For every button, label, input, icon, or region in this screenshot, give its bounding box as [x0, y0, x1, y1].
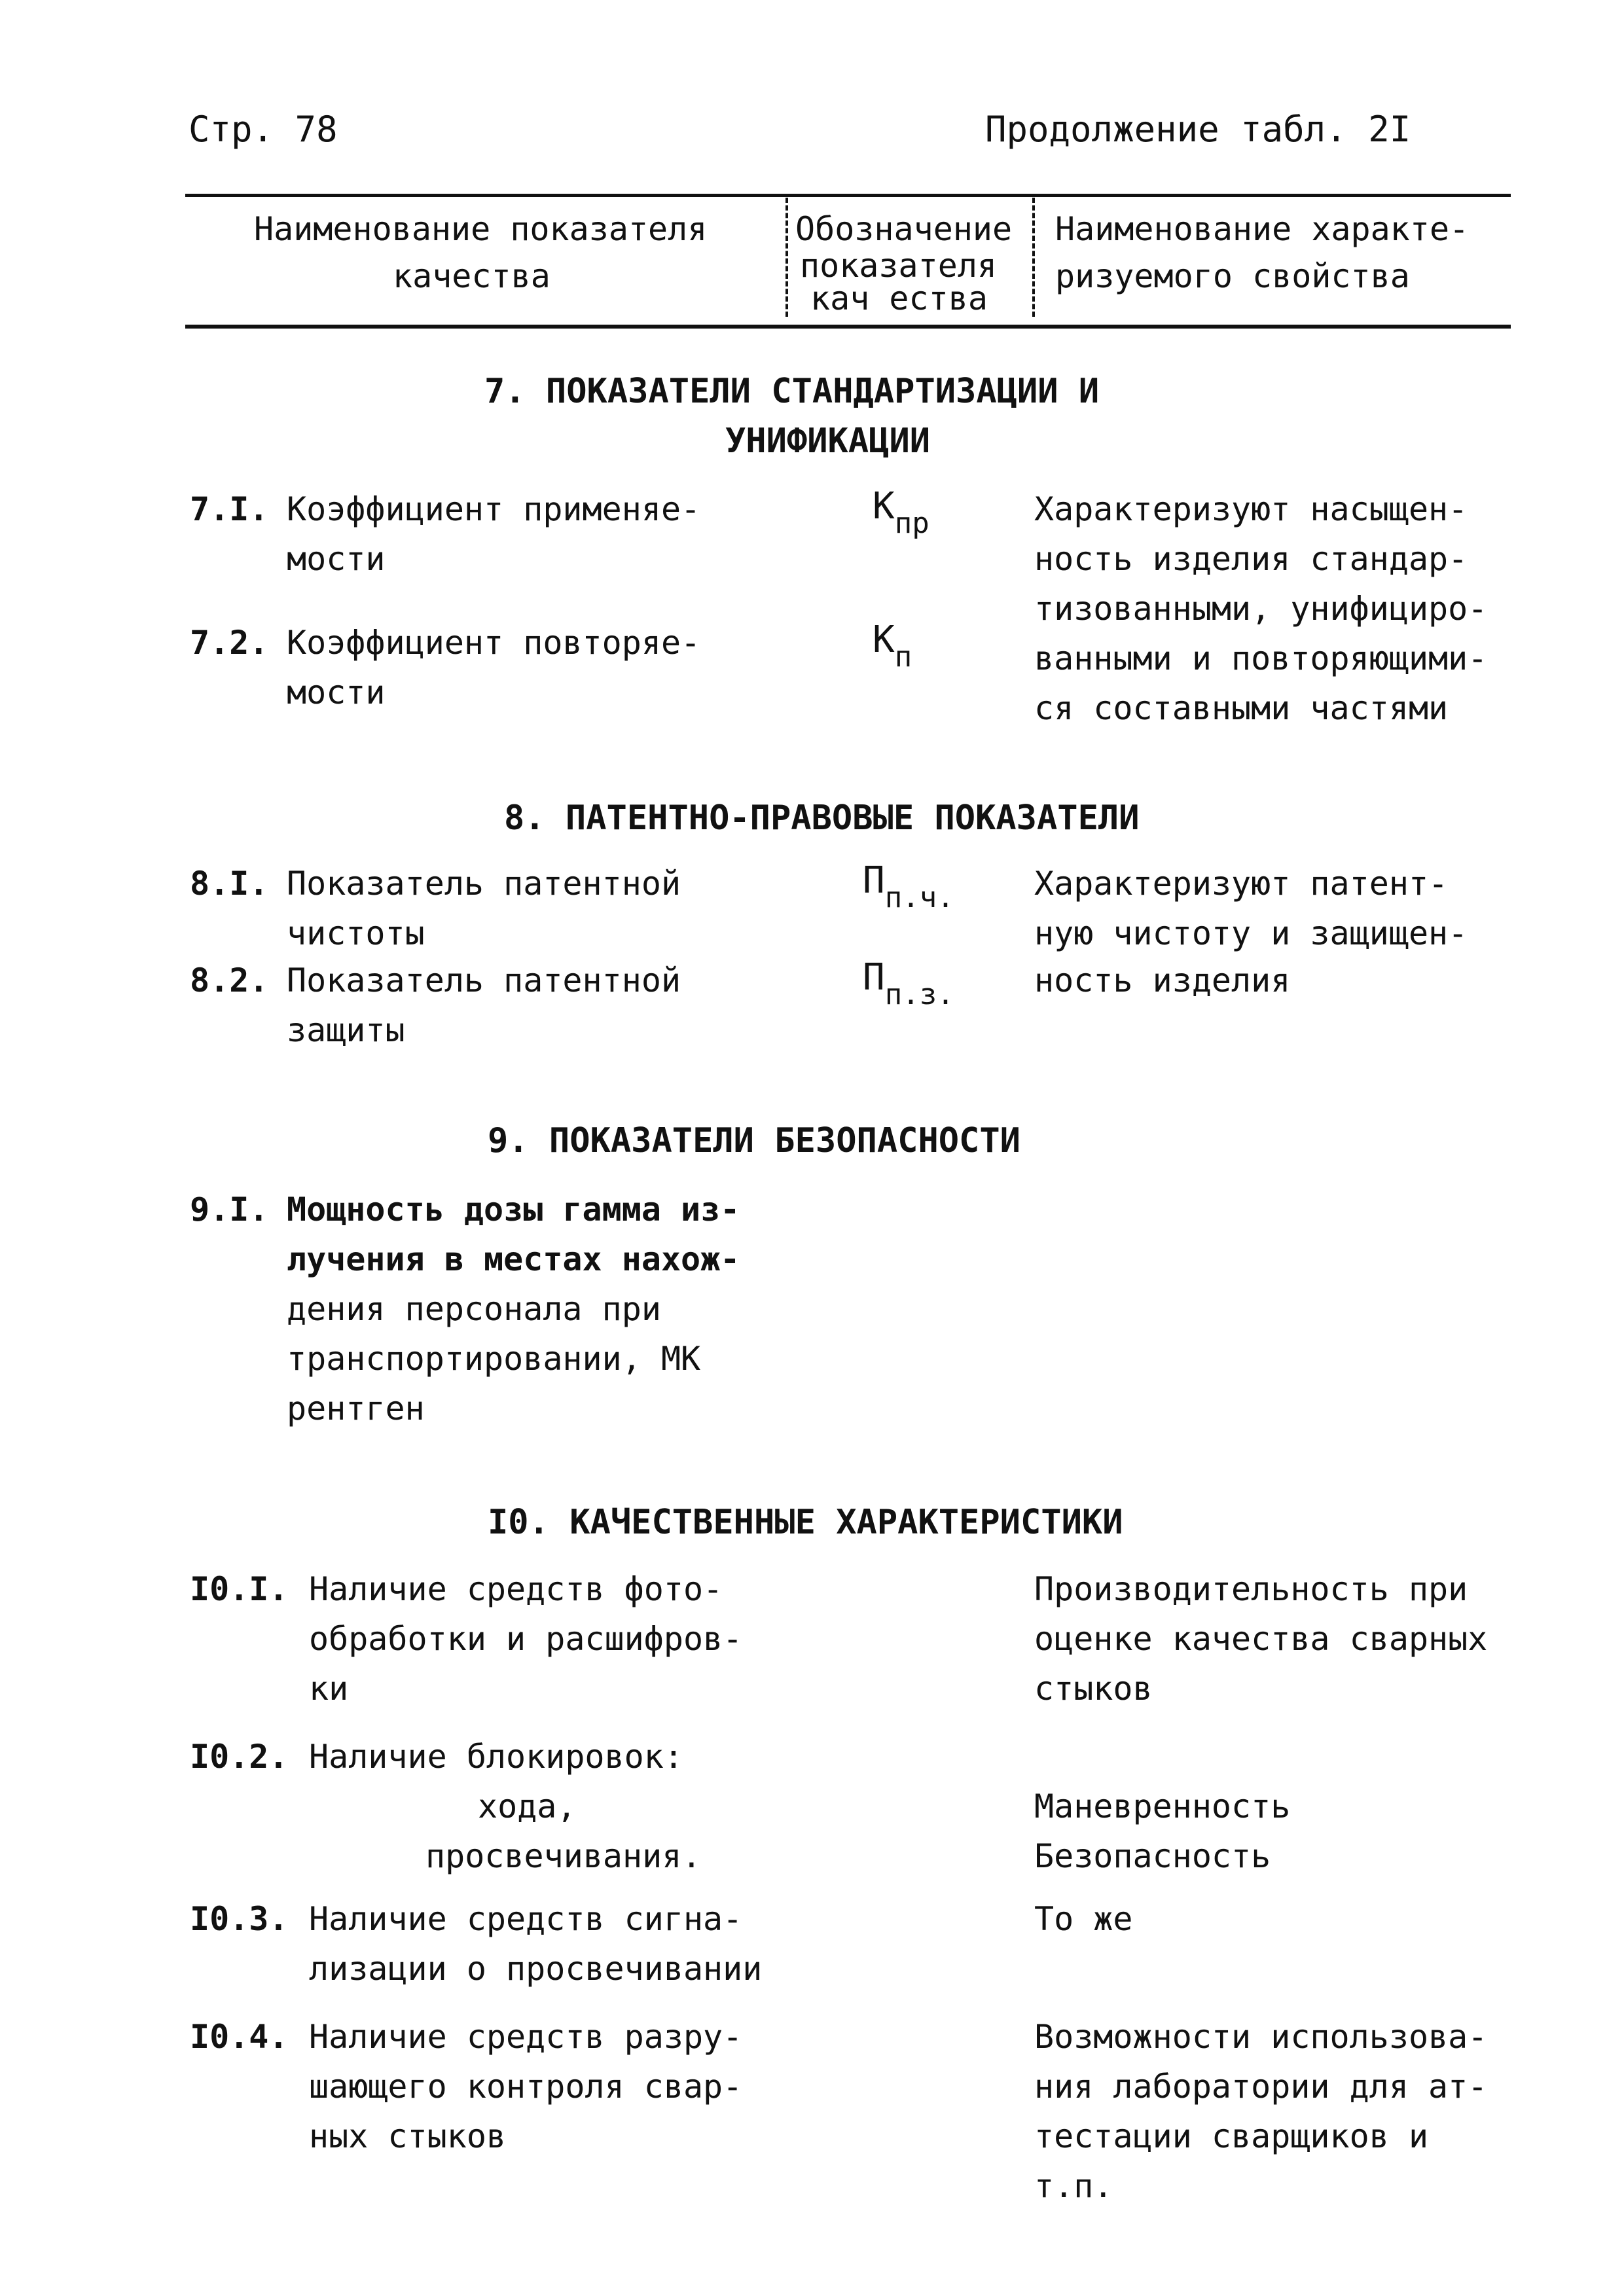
- property-line: оценке качества сварных: [1034, 1620, 1488, 1658]
- property-line: Возможности использова-: [1034, 2018, 1488, 2056]
- indicator-name-line: мости: [287, 673, 386, 711]
- header-top-rule: [185, 194, 1511, 197]
- indicator-name-line: ных стыков: [309, 2117, 507, 2155]
- property-line: ванными и повторяющими-: [1034, 639, 1488, 677]
- indicator-name-line: лизации о просвечивании: [309, 1950, 763, 1988]
- indicator-name-line: Наличие средств сигна-: [309, 1900, 743, 1938]
- table-continuation-label: Продолжение табл. 2I: [985, 109, 1411, 150]
- page-number: Стр. 78: [189, 109, 338, 150]
- header-col-name-line2: качества: [393, 257, 550, 295]
- section-7-title-line2: УНИФИКАЦИИ: [725, 422, 931, 461]
- indicator-name-line: Показатель патентной: [287, 865, 681, 903]
- property-line: То же: [1034, 1900, 1133, 1938]
- header-col-symbol-line2: показателя: [800, 247, 998, 285]
- indicator-name-line: лучения в местах нахож-: [287, 1240, 740, 1278]
- row-number: I0.I.: [190, 1570, 289, 1608]
- property-line: ность изделия: [1034, 961, 1291, 999]
- property-line: ния лаборатории для ат-: [1034, 2068, 1488, 2106]
- property-line: Производительность при: [1034, 1570, 1468, 1608]
- section-8-title: 8. ПАТЕНТНО-ПРАВОВЫЕ ПОКАЗАТЕЛИ: [504, 798, 1140, 838]
- section-7-title-line1: 7. ПОКАЗАТЕЛИ СТАНДАРТИЗАЦИИ И: [484, 372, 1100, 411]
- indicator-name-line: хода,: [478, 1787, 577, 1825]
- indicator-name-line: Наличие средств разру-: [309, 2018, 743, 2056]
- indicator-name-line: мости: [287, 540, 386, 578]
- indicator-name-line: Мощность дозы гамма из-: [287, 1191, 740, 1229]
- indicator-name-line: чистоты: [287, 914, 425, 952]
- row-number: I0.3.: [190, 1900, 289, 1938]
- header-divider-2: [1032, 198, 1035, 317]
- row-number: I0.2.: [190, 1738, 289, 1776]
- section-10-title: I0. КАЧЕСТВЕННЫЕ ХАРАКТЕРИСТИКИ: [488, 1503, 1123, 1542]
- property-line: тизованными, унифициро-: [1034, 590, 1488, 628]
- property-line: тестации сварщиков и: [1034, 2117, 1429, 2155]
- indicator-name-line: Показатель патентной: [287, 961, 681, 999]
- header-divider-1: [785, 198, 788, 317]
- section-9-title: 9. ПОКАЗАТЕЛИ БЕЗОПАСНОСТИ: [488, 1121, 1020, 1160]
- property-line: стыков: [1034, 1670, 1153, 1708]
- header-bottom-rule: [185, 325, 1511, 329]
- indicator-name-line: ки: [309, 1670, 349, 1708]
- property-line: Маневренность: [1034, 1787, 1291, 1825]
- header-col-property-line1: Наименование характе-: [1055, 210, 1470, 248]
- property-line: ность изделия стандар-: [1034, 540, 1468, 578]
- row-number: I0.4.: [190, 2018, 289, 2056]
- indicator-name-line: шающего контроля свар-: [309, 2068, 743, 2106]
- indicator-name-line: Коэффициент применяе-: [287, 490, 701, 528]
- property-line: Безопасность: [1034, 1837, 1271, 1875]
- row-number: 7.2.: [190, 624, 269, 662]
- row-number: 7.I.: [190, 490, 269, 528]
- indicator-name-line: Наличие средств фото-: [309, 1570, 723, 1608]
- indicator-name-line: Наличие блокировок:: [309, 1738, 683, 1776]
- header-col-property-line2: ризуемого свойства: [1055, 257, 1410, 295]
- header-col-symbol-line3: кач ества: [810, 279, 988, 317]
- indicator-name-line: защиты: [287, 1011, 405, 1049]
- property-line: Характеризуют патент-: [1034, 865, 1449, 903]
- property-line: ся составными частями: [1034, 689, 1449, 727]
- indicator-name-line: Коэффициент повторяе-: [287, 624, 701, 662]
- indicator-symbol: $П_{п.ч.}$: [863, 859, 954, 914]
- property-line: т.п.: [1034, 2167, 1113, 2205]
- row-number: 9.I.: [190, 1191, 269, 1229]
- indicator-symbol: $П_{п.з.}$: [863, 956, 954, 1011]
- property-line: ную чистоту и защищен-: [1034, 914, 1468, 952]
- indicator-name-line: просвечивания.: [425, 1837, 702, 1875]
- row-number: 8.I.: [190, 865, 269, 903]
- indicator-symbol: $К_п$: [873, 619, 912, 673]
- indicator-name-line: дения персонала при: [287, 1290, 661, 1328]
- indicator-name-line: рентген: [287, 1390, 425, 1427]
- property-line: Характеризуют насыщен-: [1034, 490, 1468, 528]
- header-col-name-line1: Наименование показателя: [254, 210, 708, 248]
- header-col-symbol-line1: Обозначение: [795, 210, 1013, 248]
- indicator-name-line: транспортировании, МК: [287, 1340, 701, 1378]
- indicator-symbol: $К_{пр}$: [873, 485, 929, 540]
- indicator-name-line: обработки и расшифров-: [309, 1620, 743, 1658]
- row-number: 8.2.: [190, 961, 269, 999]
